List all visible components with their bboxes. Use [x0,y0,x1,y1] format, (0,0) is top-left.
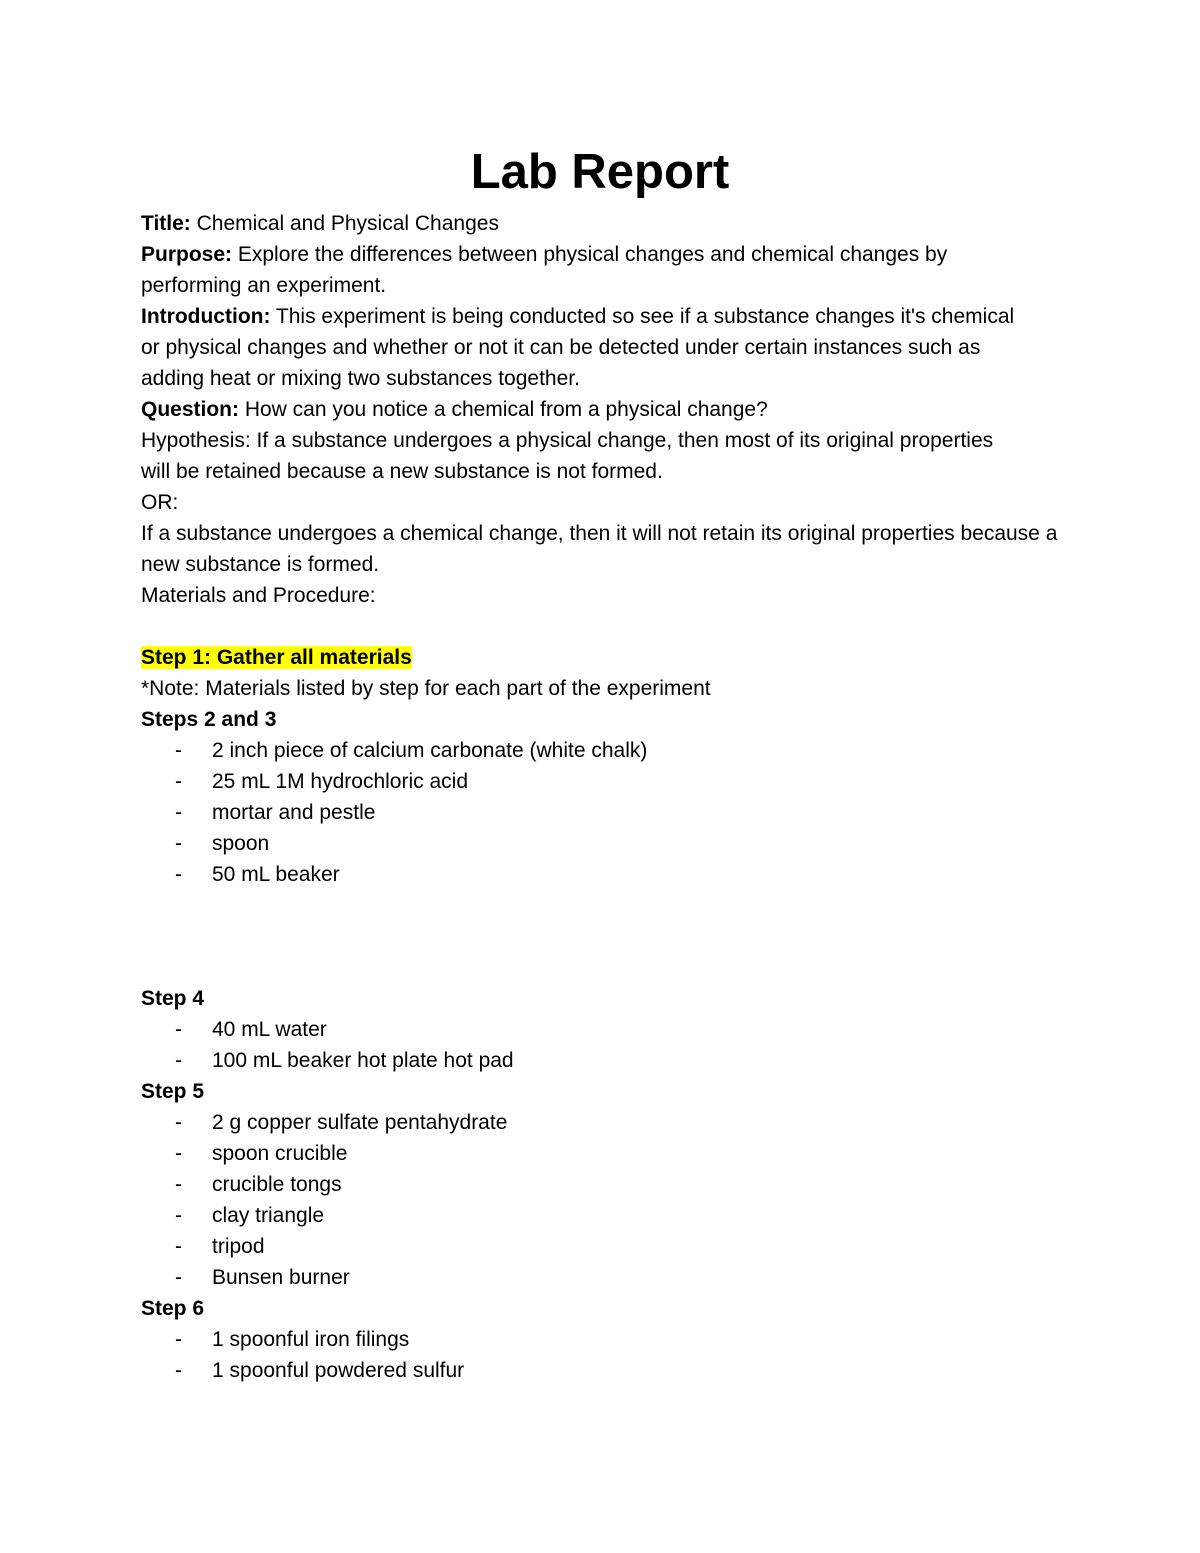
step5-list [141,1107,1071,1293]
dash-bullet: - [175,1111,182,1134]
purpose-field [141,239,1053,301]
or-text: OR: [141,491,179,514]
dash-bullet: - [175,863,182,886]
dash-bullet: - [175,1204,182,1227]
dash-bullet: - [175,1018,182,1041]
introduction-value: This experiment is being conducted so see if a substance changes it's chemical or physical changes and whether or not it can be detected under certain instances such as adding heat or mixing two substances together. [141,305,1015,390]
list-item: - 100 mL beaker hot plate hot pad [141,1045,1071,1076]
title-value: Chemical and Physical Changes [190,212,499,235]
dash-bullet: - [175,1142,182,1165]
question-label: Question: [141,398,239,421]
list-item: - clay triangle [141,1200,1071,1231]
list-item: - Bunsen burner [141,1262,1071,1293]
steps-2-3-heading: Steps 2 and 3 [141,708,277,731]
steps-2-3-list [141,735,1071,890]
step1-heading: Step 1: Gather all materials [141,646,412,669]
step6-list [141,1324,1071,1386]
hypothesis-alt-text: If a substance undergoes a chemical change, then it will not retain its original properties because a new substance is formed. [141,522,1058,576]
dash-bullet: - [175,739,182,762]
list-item: - spoon [141,828,1071,859]
list-item: - crucible tongs [141,1169,1071,1200]
dash-bullet: - [175,801,182,824]
blank-space [141,890,1071,983]
list-item: - 2 g copper sulfate pentahydrate [141,1107,1071,1138]
hypothesis-text: Hypothesis: If a substance undergoes a physical change, then most of its original properties will be retained because a new substance is not formed. [141,429,994,483]
purpose-label: Purpose: [141,243,233,266]
list-item: - 1 spoonful powdered sulfur [141,1355,1071,1386]
document-title: Lab Report [470,145,730,199]
step6-heading: Step 6 [141,1297,205,1320]
question-value: How can you notice a chemical from a physical change? [239,398,768,421]
list-item: - 50 mL beaker [141,859,1071,890]
dash-bullet: - [175,1266,182,1289]
list-item: - mortar and pestle [141,797,1071,828]
blank-line [141,611,1071,642]
title-field [141,208,1071,239]
introduction-label: Introduction: [141,305,271,328]
list-item: - 2 inch piece of calcium carbonate (white chalk) [141,735,1071,766]
dash-bullet: - [175,1359,182,1382]
purpose-value: Explore the differences between physical changes and chemical changes by performing an experiment. [141,243,948,297]
dash-bullet: - [175,832,182,855]
title-label: Title: [141,212,191,235]
list-item: - 25 mL 1M hydrochloric acid [141,766,1071,797]
list-item: - spoon crucible [141,1138,1071,1169]
step4-heading: Step 4 [141,987,205,1010]
materials-heading: Materials and Procedure: [141,584,376,607]
step5-heading: Step 5 [141,1080,205,1103]
step4-list [141,1014,1071,1076]
document-page [141,140,1071,1386]
step1-line [141,642,1071,673]
dash-bullet: - [175,1235,182,1258]
step1-note: *Note: Materials listed by step for each part of the experiment [141,677,711,700]
introduction-field [141,301,1031,394]
dash-bullet: - [175,1049,182,1072]
list-item: - tripod [141,1231,1071,1262]
list-item: - 1 spoonful iron filings [141,1324,1071,1355]
dash-bullet: - [175,1328,182,1351]
dash-bullet: - [175,770,182,793]
question-field [141,394,1071,425]
dash-bullet: - [175,1173,182,1196]
list-item: - 40 mL water [141,1014,1071,1045]
